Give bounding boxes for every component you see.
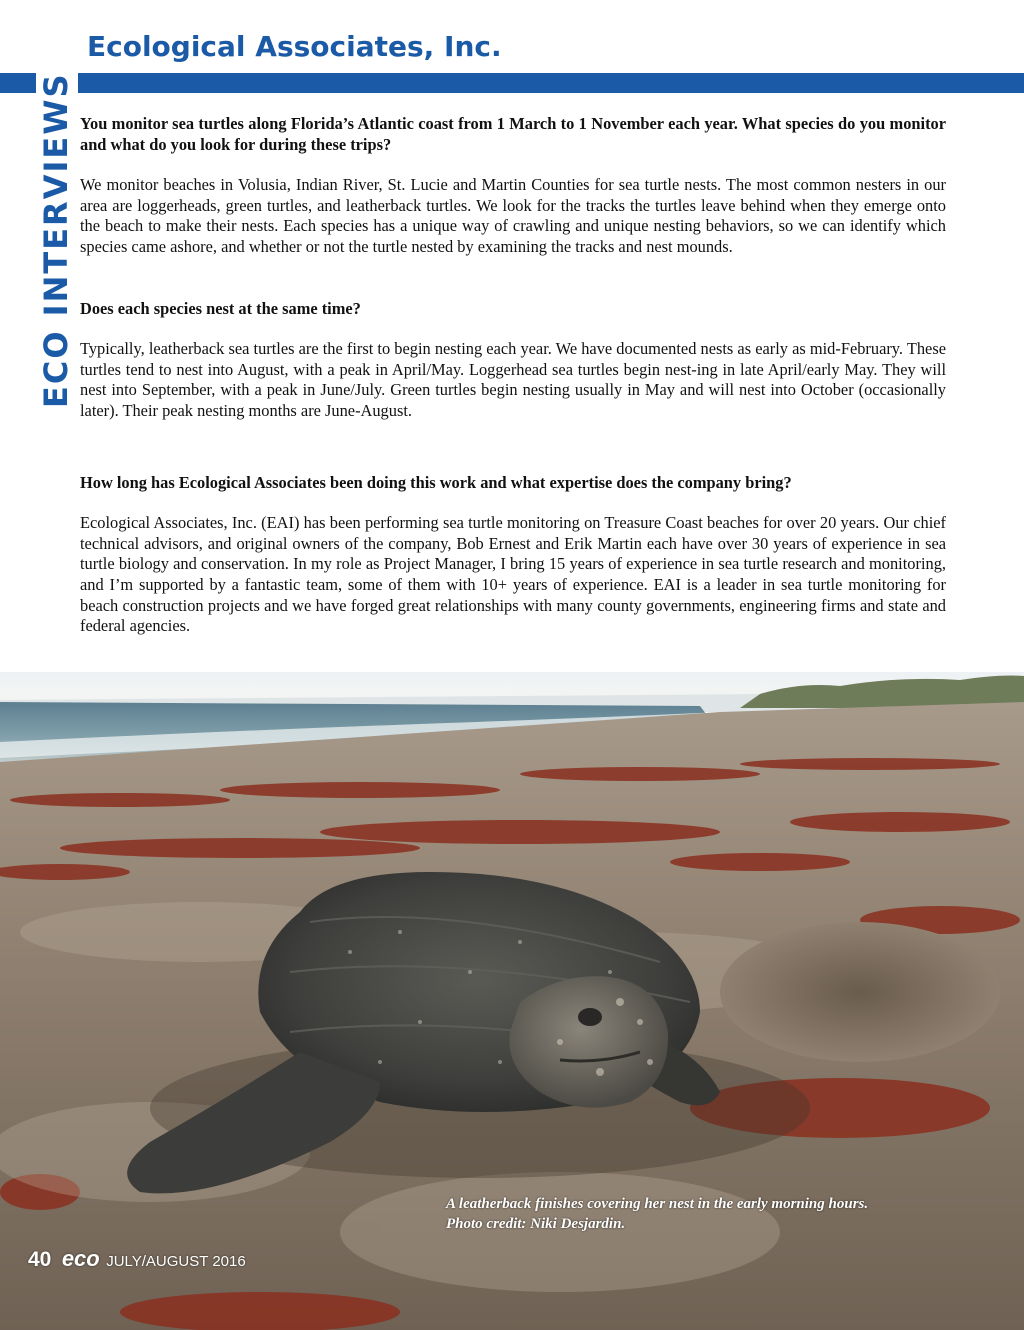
caption-line-2: Photo credit: Niki Desjardin. xyxy=(446,1216,626,1232)
page-title: Ecological Associates, Inc. xyxy=(87,30,502,63)
answer-3: Ecological Associates, Inc. (EAI) has been performing sea turtle monitoring on Treasure Coast beaches for over 20 years. Our chief technical advisors, and original owners of the company, Bob Ernest and Erik Martin each have over 30 years of experience in sea turtle biology and conservation. In my role as Project Manager, I bring 15 years of experience in sea turtle research and monitoring, and I’m supported by a fantastic team, some of them with 10+ years of experience. EAI is a leader in sea turtle monitoring for beach construction projects and we have forged great relationships with many county governments, engineering firms and state and federal agencies. xyxy=(80,513,946,636)
question-1: You monitor sea turtles along Florida’s Atlantic coast from 1 March to 1 November each year. What species do you monitor and what do you look for during these trips? xyxy=(80,114,946,154)
issue-date: JULY/AUGUST 2016 xyxy=(106,1253,246,1270)
section-label: ECO INTERVIEWS xyxy=(37,72,75,408)
caption-line-1: A leatherback finishes covering her nest in the early morning hours. xyxy=(446,1196,869,1212)
answer-1: We monitor beaches in Volusia, Indian River, St. Lucie and Martin Counties for sea turtle nests. The most common nesters in our area are loggerheads, green turtles, and leatherback turtles. We look for the tracks the turtles leave behind when they emerge onto the beach to make their nests. Each species has a unique way of crawling and unique nesting behaviors, so we can identify which species came ashore, and whether or not the turtle nested by examining the tracks and nest mounds. xyxy=(80,175,946,256)
page-number: 40 xyxy=(28,1248,52,1271)
answer-2: Typically, leatherback sea turtles are the first to begin nesting each year. We have documented nests as early as mid-February. These turtles tend to nest into August, with a peak in April/May. Loggerhead sea turtles begin nest-ing in late April/early May. They will nest into September, with a peak in June/July. Green turtles begin nesting usually in May and will nest into October (occasionally later). Their peak nesting months are June-August. xyxy=(80,339,946,420)
page-footer xyxy=(28,1246,246,1272)
question-2: Does each species nest at the same time? xyxy=(80,298,361,318)
interview-article xyxy=(80,114,946,637)
header-rule xyxy=(0,73,1024,93)
question-3: How long has Ecological Associates been doing this work and what expertise does the company bring? xyxy=(80,472,792,492)
magazine-logo: eco xyxy=(61,1246,100,1271)
photo-caption xyxy=(446,1194,868,1234)
